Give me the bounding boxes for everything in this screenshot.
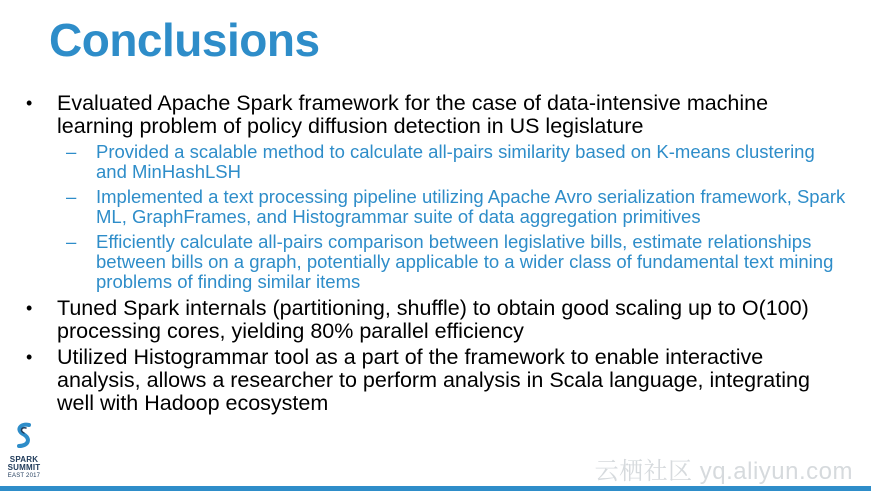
- sub-bullet-text: Efficiently calculate all-pairs comparison between legislative bills, estimate relationships between bills on a graph, potentially applicable to a wider class of fundamental text mining problems of finding similar items: [96, 231, 834, 292]
- sub-bullet-item: [26, 232, 846, 292]
- sub-bullet-marker: –: [66, 186, 77, 207]
- bullet-marker: •: [26, 298, 33, 318]
- logo-text: [4, 456, 44, 480]
- bullet-text: Utilized Histogrammar tool as a part of the framework to enable interactive analysis, allows a researcher to perform analysis in Scala language, integrating well with Hadoop ecosystem: [57, 345, 810, 415]
- logo-line-summit: SUMMIT: [7, 463, 41, 472]
- bullet-marker: •: [26, 347, 33, 367]
- bullet-text: Evaluated Apache Spark framework for the case of data-intensive machine learning problem of policy diffusion detection in US legislature: [57, 91, 769, 138]
- bullet-text: Tuned Spark internals (partitioning, shuffle) to obtain good scaling up to O(100) processing cores, yielding 80% parallel efficiency: [57, 296, 809, 343]
- sub-bullet-text: Implemented a text processing pipeline utilizing Apache Avro serialization framework, Spark ML, GraphFrames, and Histogrammar suite of data aggregation primitives: [96, 186, 846, 227]
- sub-bullet-item: [26, 187, 846, 227]
- sub-bullet-item: [26, 142, 846, 182]
- bullet-marker: •: [26, 93, 33, 113]
- logo-line-event: EAST 2017: [7, 473, 41, 479]
- sub-bullet-text: Provided a scalable method to calculate all-pairs similarity based on K-means clustering and MinHashLSH: [96, 141, 815, 182]
- bullet-item: [26, 92, 846, 138]
- bullet-item: [26, 297, 846, 343]
- sub-bullet-marker: –: [66, 141, 77, 162]
- bullet-list: [26, 92, 846, 415]
- sub-bullet-marker: –: [66, 231, 77, 252]
- bottom-accent-bar: [0, 486, 871, 491]
- slide-title: Conclusions: [49, 14, 320, 66]
- logo-line-spark: SPARK: [9, 455, 39, 464]
- bullet-item: [26, 346, 846, 415]
- watermark: 云栖社区 yq.aliyun.com: [594, 458, 853, 485]
- spark-s-icon: [4, 421, 44, 451]
- spark-summit-logo: [4, 421, 44, 480]
